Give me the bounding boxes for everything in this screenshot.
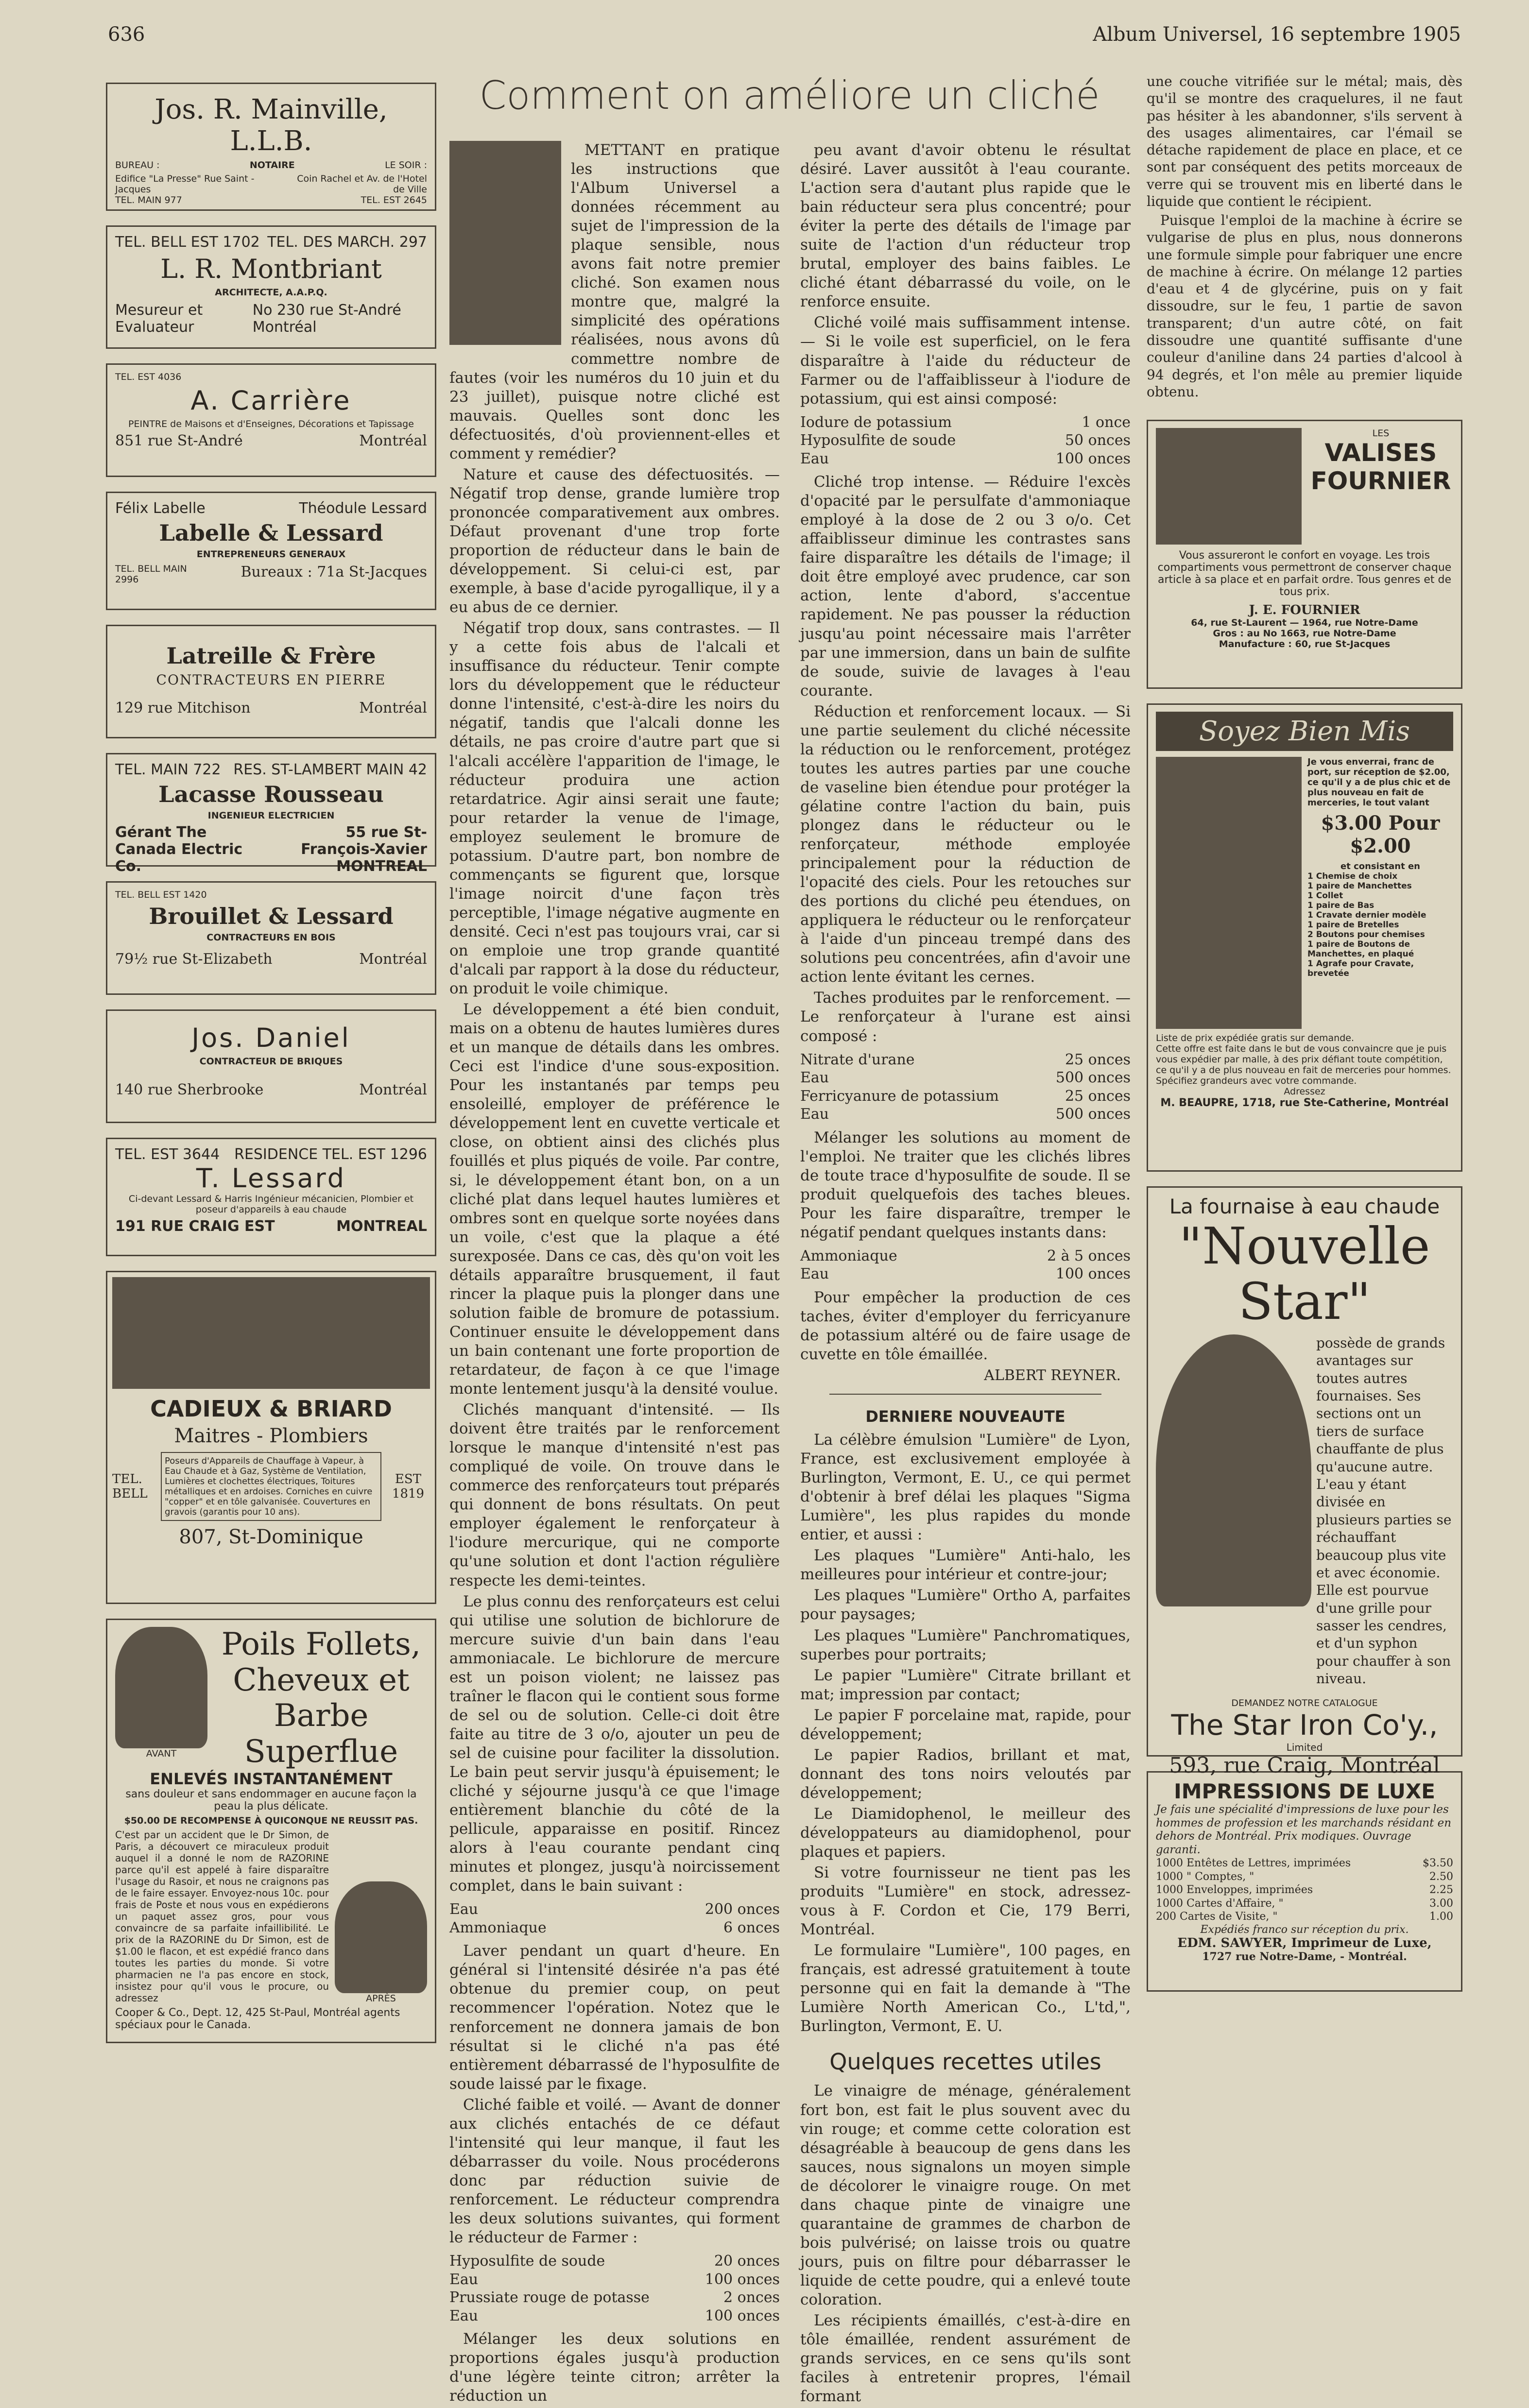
article-paragraph: METTANT en pratique les instructions que l'Album Universel a données récemment au sujet de l'impression de la plaque sensible, nous avons fait notre premier cliché. Son examen nous montre que, malgré la simplicité des opérations réalisées, nous avons dû commettre nombre de fautes (voir les numéros du 10 juin et du 23 juillet), puisque notre cliché est mauvais. Quelles sont donc les défectuosités, d'où proviennent-elles et comment y remédier? [449,141,780,462]
portrait-before [115,1627,207,1748]
ad-person: Félix Labelle [115,500,206,517]
ad-address: M. BEAUPRE, 1718, rue Ste-Catherine, Montréal [1160,1097,1449,1110]
article-column-2 [800,141,1131,2408]
article-paragraph: Cliché faible et voilé. — Avant de donner aux clichés entachés de ce défaut l'intensité qui leur manque, il faut les débarrasser du voile. Nous procéderons donc par réduction suivie de renforcement. Le réducteur comprendra les deux solutions suivantes, qui forment le réducteur de Farmer : [449,2096,780,2247]
ad-title: "Nouvelle Star" [1179,1216,1430,1332]
ad-headline: ENLEVÉS INSTANTANÉMENT [150,1770,393,1789]
caption-before: AVANT [146,1748,177,1759]
article-paragraph: Nature et cause des défectuosités. — Négatif trop dense, grande lumière trop prononcée comparativement aux ombres. Défaut provenant d'une trop forte proportion de réducteur dans le bain de développement. Si celui-ci est, par exemple, à base d'acide pyrogallique, il y a eu abus de ce dernier. [449,465,780,616]
ad-address: 79½ rue St-Elizabeth [115,951,273,968]
article-paragraph: peu avant d'avoir obtenu le résultat désiré. Laver aussitôt à l'eau courante. L'action sera d'autant plus rapide que le bain réducteur sera plus concentré; pour éviter la perte des détails de l'image par suite de l'action d'un réducteur trop brutal, employer des bains faibles. Le cliché étant débarrassé du voile, on le renforce ensuite. [800,141,1131,311]
ad-city: Montréal [359,432,427,449]
ingredient: Nitrate d'urane [800,1051,915,1068]
ad-title: Soyez Bien Mis [1156,712,1453,751]
nouveaute-paragraph: Le papier Radios, brillant et mat, donnant des tons noirs veloutés par développement; [800,1746,1131,1802]
price-row [1156,1910,1453,1924]
ad-address: 191 RUE CRAIG EST [115,1218,275,1235]
ad-name: CADIEUX & BRIARD [150,1396,392,1422]
ad-address: Edifice "La Presse" Rue Saint - Jacques [115,173,255,195]
ingredient: Hyposulfite de soude [449,2253,605,2270]
ingredient: Ammoniaque [800,1247,897,1264]
article-title: Comment on améliore un cliché [479,73,1100,118]
ad-name: Lacasse Rousseau [158,781,384,807]
nouveaute-paragraph: Le Diamidophenol, le meilleur des développateurs au diamidophenol, pour plaques et papiers. [800,1805,1131,1861]
formula-row [800,1087,1131,1106]
ad-description: Poseurs d'Appareils de Chauffage à Vapeur, à Eau Chaude et à Gaz, Système de Ventilation, Lumières et clochettes électriques, Toitures métalliques et en ardoises. Corniches en cuivre "copper" et en tôle galvanisée. Couvertures en gravois (garantis pour 10 ans). [161,1452,381,1521]
ad-label: et consistant en [1340,861,1420,872]
ad-label: BUREAU : [115,160,160,171]
page-number: 636 [108,23,145,46]
furnace-illustration [1156,1334,1311,1606]
ad-note: Expédiés franco sur réception du prix. [1200,1923,1409,1936]
recettes-paragraph: Le vinaigre de ménage, généralement fort bon, est fait le plus souvent avec du vin rouge; et comme cette coloration est désagréable à beaucoup de gens dans les sauces, nous signalons un moyen simple de décolorer le vinaigre rouge. On met dans chaque pinte de vinaigre une quarantaine de grammes de charbon de bois pulvérisé; on laisse trois ou quatre jours, puis on filtre pour débarrasser le liquide de cette poudre, qui a enlevé toute coloration. [800,2082,1131,2308]
ad-soyez-bien-mis [1147,703,1462,1172]
ad-role: Maitres - Plombiers [174,1425,368,1447]
ad-name: Latreille & Frère [166,643,376,669]
quantity: 200 onces [704,1901,780,1918]
ad-address: 129 rue Mitchison [115,700,251,717]
quantity: 100 onces [1055,1265,1131,1283]
ad-role: INGENIEUR ELECTRICIEN [207,810,335,821]
formula-row [800,413,1131,432]
ad-name: The Star Iron Co'y., [1171,1708,1438,1742]
ingredient: Eau [800,1069,829,1087]
formula-row [800,1105,1131,1124]
ad-item: 1 Chemise de choix [1307,871,1398,882]
ingredient: Prussiate rouge de potasse [449,2289,650,2306]
ad-offer: Cette offre est faite dans le but de vous convaincre que je puis vous expédier par malle, à des prix défiant toute compétition, ce qu'il y a de plus nouveau en fait de merceries pour hommes. Spécifiez grandeurs avec votre commande. [1156,1043,1451,1087]
nouveaute-paragraph: Les plaques "Lumière" Anti-halo, les meilleures pour intérieur et contre-jour; [800,1547,1131,1584]
price-value: 1.00 [1429,1911,1453,1923]
formula-row [800,431,1131,450]
ad-tel: EST 1819 [392,1472,425,1501]
ad-tel: TEL. BELL EST 1702 [115,234,260,251]
article-column-1 [449,141,780,2408]
ad-intro: Je vous enverrai, franc de port, sur réception de $2.00, ce qu'il y a de plus chic et de plus nouveau en fait de merceries, le tout valant [1307,757,1451,808]
ad-tel: TEL. MAIN 722 [115,761,221,778]
ad-item: 1 Cravate dernier modèle [1307,910,1426,921]
ad-latreille [106,625,436,738]
caption-after: APRÈS [366,1993,396,2004]
section-title-recettes: Quelques recettes utiles [829,2049,1101,2075]
formula-row [449,2307,780,2325]
ad-daniel [106,1009,436,1123]
ad-address: 1727 rue Notre-Dame, - Montréal. [1202,1950,1407,1963]
ad-name: Jos. Daniel [191,1023,351,1053]
gentleman-illustration [1156,757,1302,1029]
price-item: 1000 Enveloppes, imprimées [1156,1884,1313,1896]
price-row [1156,1857,1453,1870]
ad-name: Labelle & Lessard [159,520,383,546]
ad-intro: Je fais une spécialité d'impressions de luxe pour les hommes de profession et les marchands résidant en dehors de Montréal. Prix modiques. Ouvrage garanti. [1156,1803,1452,1856]
ad-label: Limited [1286,1741,1323,1753]
price-item: 1000 Cartes d'Affaire, " [1156,1897,1284,1910]
ad-description: Vous assureront le confort en voyage. Les trois compartiments vous permettront de conserver chaque article à sa place et en parfait ordre. Tous genres et de tous prix. [1157,549,1452,598]
ad-name: EDM. SAWYER, Imprimeur de Luxe, [1177,1935,1432,1950]
ingredient: Ferricyanure de potassium [800,1087,999,1105]
recettes-paragraph: Puisque l'emploi de la machine à écrire se vulgarise de plus en plus, nous donnerons une formule simple pour fabriquer une encre de machine à écrire. On mélange 12 parties d'eau et 4 de glycérine, puis on y fait dissoudre, sur le feu, 1 partie de savon transparent; d'un autre côté, on fait dissoudre une quantité suffisante d'une couleur d'aniline dans 24 parties d'alcool à 94 degrés, et l'on mêle au premier liquide obtenu. [1147,212,1462,400]
ad-cadieux-briard [106,1271,436,1604]
ad-address: Gros : au No 1663, rue Notre-Dame [1213,628,1396,639]
ad-name: Jos. R. Mainville, L.L.B. [155,94,388,157]
quantity: 100 onces [704,2271,780,2288]
nouveaute-paragraph: Le formulaire "Lumière", 100 pages, en français, est adressé gratuitement à toute personne qui en fait la demande à "The Lumière North American Co., L'td,", Burlington, Vermont, E. U. [800,1942,1131,2035]
ad-address: 55 rue St-François-Xavier MONTREAL [301,824,427,875]
ad-mainville [106,83,436,211]
ad-name: L. R. Montbriant [160,254,382,284]
ad-valises-fournier [1147,420,1462,689]
quantity: 2 à 5 onces [1047,1247,1131,1264]
ad-label: Adressez [1284,1086,1325,1097]
price-value: 3.00 [1429,1897,1453,1910]
price-item: 200 Cartes de Visite, " [1156,1911,1278,1923]
ingredient: Eau [449,2307,479,2324]
publication-header: Album Universel, 16 septembre 1905 [1093,23,1461,46]
ad-address: Manufacture : 60, rue St-Jacques [1219,639,1391,650]
ad-name: T. Lessard [196,1163,346,1194]
formula-row [800,1265,1131,1283]
ad-tel: TEL. EST 3644 [115,1146,220,1163]
ad-name: J. E. FOURNIER [1249,603,1360,618]
price-row [1156,1870,1453,1884]
price-value: 2.25 [1429,1884,1453,1896]
ad-text: Mesureur et Evaluateur [115,302,203,336]
ad-address: 807, St-Dominique [179,1526,363,1548]
ad-address: 140 rue Sherbrooke [115,1081,264,1098]
formula-row [449,2288,780,2307]
price-value: $3.50 [1423,1857,1453,1870]
article-paragraph: Le plus connu des renforçateurs est celui qui utilise une solution de bichlorure de mercure suivie d'un bain dans l'eau ammoniacale. Le bichlorure de mercure est un poison violent; ne laissez pas traîner le flacon qui le contient sous forme de sel ou de solution. Celle-ci doit être faite au titre de 3 o/o, ajouter un peu de sel de cuisine pour faciliter la dissolution. Le bain peut servir jusqu'à épuisement; le cliché y séjourne jusqu'à ce que l'image entièrement blanchie du côté de la pellicule, apparaisse en positif. Rincez alors à l'eau courante pendant cinq minutes et plongez, jusqu'à noircissement complet, dans le bain suivant : [449,1592,780,1895]
ad-role: PEINTRE de Maisons et d'Enseignes, Décorations et Tapissage [128,419,414,429]
ad-address: No 230 rue St-André Montréal [252,302,401,336]
ad-note: Liste de prix expédiée gratis sur demande. [1156,1033,1354,1044]
ads-column-left [106,83,436,2058]
ingredient: Ammoniaque [449,1919,547,1936]
ad-tel: TEL. BELL MAIN 2996 [115,564,187,585]
ad-city: Montréal [359,951,427,968]
ad-address: 851 rue St-André [115,432,243,449]
formula-row [800,450,1131,468]
factory-illustration [112,1277,430,1389]
ad-address: 64, rue St-Laurent — 1964, rue Notre-Dame [1191,617,1418,629]
ad-name: A. Carrière [190,385,352,416]
ad-poils-follets [106,1619,436,2043]
nouveaute-paragraph: Si votre fournisseur ne tient pas les produits "Lumière" en stock, adressez-vous à F. Cordon et Cie, 179 Berri, Montréal. [800,1864,1131,1939]
nouveaute-paragraph: Les plaques "Lumière" Ortho A, parfaites pour paysages; [800,1587,1131,1623]
quantity: 100 onces [1055,450,1131,467]
ad-item: 1 paire de Bretelles [1307,920,1399,930]
ad-description: possède de grands avantages sur toutes autres fournaises. Ses sections ont un tiers de surface chauffante de plus qu'aucune autre. L'eau y étant divisée en plusieurs parties se réchauffant beaucoup plus vite et avec économie. Elle est pourvue d'une grille pour sasser les cendres, et d'un syphon pour chauffer à son niveau. [1316,1334,1452,1687]
ad-address: Bureaux : 71a St-Jacques [241,564,427,581]
article-paragraph: Cliché voilé mais suffisamment intense. — Si le voile est superficiel, on le fera disparaître à l'aide du réducteur de Farmer ou de l'affaiblisseur à l'iodure de potassium, qui est ainsi composé: [800,314,1131,408]
ad-role: ARCHITECTE, A.A.P.Q. [215,287,327,298]
article-paragraph: Taches produites par le renforcement. — Le renforçateur à l'urane est ainsi composé : [800,989,1131,1045]
ad-note: DEMANDEZ NOTRE CATALOGUE [1231,1697,1378,1708]
portrait-after [335,1881,427,1993]
article-paragraph: Mélanger les solutions au moment de l'emploi. Ne traiter que les clichés libres de toute trace d'hyposulfite de soude. Il se produit quelquefois des taches bleues. Pour les faire disparaître, tremper le négatif pendant quelques instants dans: [800,1128,1131,1241]
ad-role: Ci-devant Lessard & Harris Ingénieur mécanicien, Plombier et poseur d'appareils à eau chaude [128,1194,414,1215]
ad-body: C'est par un accident que le Dr Simon, de Paris, a découvert ce miraculeux produit auquel il a donné le nom de RAZORINE parce qu'il est appelé à faire disparaître l'usage du Rasoir, et nous ne craignons pas de le faire essayer. Envoyez-nous 10c. pour frais de Poste et nous vous en expédierons un paquet assez gros, pour vous convaincre de sa parfaite infaillibilité. Le prix de la RAZORINE du Dr Simon, est de $1.00 le flacon, et est expédié franco dans toutes les parties du monde. Si votre pharmacien ne l'a pas encore en stock, insistez pour qu'il vous le procure, ou adressez [115,1829,329,2004]
quantity: 25 onces [1065,1051,1131,1068]
article [449,73,1131,2406]
section-title-nouveaute: DERNIERE NOUVEAUTE [865,1407,1065,1426]
trunk-illustration [1156,428,1302,545]
ad-price: $3.00 Pour $2.00 [1321,812,1440,858]
ad-tel: RESIDENCE TEL. EST 1296 [234,1146,427,1163]
ad-item: 2 Boutons pour chemises [1307,930,1425,940]
article-paragraph: Mélanger les deux solutions en proportions égales jusqu'à production d'une légère teinte citron; arrêter la réduction un [449,2330,780,2405]
ad-item: 1 paire de Manchettes [1307,881,1412,891]
quantity: 500 onces [1055,1106,1131,1123]
formula-row [449,2271,780,2289]
ad-text: Gérant The Canada Electric Co. [115,824,243,875]
ad-tel: TEL. BELL [112,1472,148,1501]
formula-row [800,1247,1131,1265]
nouveaute-paragraph: La célèbre émulsion "Lumière" de Lyon, France, est exclusivement employée à Burlington, Vermont, E. U., ce qui permet d'obtenir à bref délai les plaques "Sigma Lumière", les plus rapides du monde entier, et aussi : [800,1431,1131,1544]
ad-item: 1 Agrafe pour Cravate, brevetée [1307,959,1414,979]
ingredient: Eau [800,450,829,467]
price-item: 1000 Entêtes de Lettres, imprimées [1156,1857,1351,1870]
ad-person: Théodule Lessard [299,500,427,517]
ingredient: Iodure de potassium [800,413,952,431]
ad-labelle [106,492,436,610]
ad-address: Coin Rachel et Av. de l'Hotel de Ville [297,173,427,195]
ad-address: 593, rue Craig, Montréal [1169,1753,1440,1778]
recettes-paragraph: Les récipients émaillés, c'est-à-dire en tôle émaillée, rendent assurément de grands services, en ce sens qu'ils sont faciles à entretenir propres, l'émail formant [800,2312,1131,2406]
article-paragraph: Négatif trop doux, sans contrastes. — Il y a cette fois abus de l'alcali et insuffisance du réducteur. Tenir compte lors du développement que le réducteur donne l'intensité, c'est-à-dire les noirs du négatif, tandis que l'alcali donne les détails, ne pas croire d'autre part que si l'alcali accélère l'apparition de l'image, le réducteur produira une action retardatrice. Agir ainsi serait une faute; pour retarder la venue de l'image, employez seulement le bromure de potassium. D'autre part, bon nombre de commençants se figurent que, lorsque l'image noircit d'une façon très perceptible, l'image négative augmente en densité. Ceci n'est pas toujours vrai, car si on emploie une trop grande quantité d'alcali par rapport à la dose du réducteur, on produit le voile chimique. [449,619,780,998]
ad-lacasse [106,753,436,875]
price-row [1156,1883,1453,1897]
ad-role: NOTAIRE [249,160,295,171]
article-paragraph: Réduction et renforcement locaux. — Si une partie seulement du cliché nécessite la réduction ou le renforcement, protégez toutes les autres parties par une couche de vaseline bien étendue pour protéger la gélatine contre l'action du bain, puis plongez dans le réducteur ou le renforçateur, méthode employée principalement pour la réduction de l'opacité des ciels. Pour les retouches sur des portions du cliché peu étendues, on appliquera le réducteur ou le renforçateur à l'aide d'un pinceau trempé dans des solutions peu concentrées, afin d'avoir une action lente évitant les cernes. [800,702,1131,986]
ad-tel: RES. ST-LAMBERT MAIN 42 [233,761,427,778]
ad-label: LE SOIR : [385,160,427,171]
ad-lessard [106,1138,436,1256]
ingredient: Hyposulfite de soude [800,432,956,449]
nouveaute-paragraph: Le papier "Lumière" Citrate brillant et mat; impression par contact; [800,1666,1131,1703]
article-paragraph: Laver pendant un quart d'heure. En général si l'intensité désirée n'a pas été obtenue du premier coup, on peut recommencer l'opération. Notez que le renforcement ne donnera jamais de bon résultat si le cliché n'a pas été entièrement débarrassé de l'hyposulfite de soude laissé par le fixage. [449,1942,780,2093]
ingredient: Eau [449,2271,479,2288]
ad-city: Montréal [359,1081,427,1098]
quantity: 1 once [1082,413,1131,431]
ad-item: 1 Collet [1307,891,1343,901]
price-item: 1000 " Comptes, " [1156,1870,1254,1883]
ad-reward: $50.00 DE RECOMPENSE À QUICONQUE NE REUSSIT PAS. [124,1815,418,1827]
ad-city: Montréal [359,700,427,717]
nouveaute-paragraph: Le papier F porcelaine mat, rapide, pour développement; [800,1706,1131,1743]
price-row [1156,1897,1453,1911]
photographer-photo [449,141,561,345]
article-signature: ALBERT REYNER. [984,1367,1121,1384]
nouveaute-paragraph: Les plaques "Lumière" Panchromatiques, superbes pour portraits; [800,1626,1131,1663]
ad-address: Cooper & Co., Dept. 12, 425 St-Paul, Montréal agents spéciaux pour le Canada. [115,2007,400,2032]
ad-subheadline: sans douleur et sans endommager en aucune façon la peau la plus délicate. [125,1788,417,1813]
ad-tel: TEL. EST 4036 [115,372,182,382]
ad-montbriant [106,225,436,349]
formula-row [800,1051,1131,1069]
quantity: 500 onces [1055,1069,1131,1087]
right-column [1147,73,1462,2006]
ingredient: Eau [800,1265,829,1283]
ad-title: VALISES FOURNIER [1310,439,1451,495]
price-value: 2.50 [1429,1870,1453,1883]
article-paragraph: Le développement a été bien conduit, mais on a obtenu de hautes lumières dures et un manque de détails dans les ombres. Ceci est l'indice d'une sous-exposition. Pour les instantanés par temps peu ensoleillé, employer de préférence le développement lent en cuvette verticale et close, on obtient ainsi des clichés plus fouillés et plus piqués de voile. Par contre, si, le développement étant bon, on a un cliché plat dans lequel hautes lumières et ombres sont en quelque sorte noyées dans un voile, c'est que la plaque a été surexposée. Dans ce cas, dès qu'on voit les détails apparaître brusquement, il faut rincer la plaque puis la plonger dans une solution faible de bromure de potassium. Continuer ensuite le développement dans un bain contenant une forte proportion de retardateur, de façon à ce que l'image monte lentement jusqu'à la densité voulue. [449,1001,780,1398]
quantity: 2 onces [723,2289,780,2306]
ad-title: IMPRESSIONS DE LUXE [1174,1779,1435,1804]
ad-tel: TEL. BELL EST 1420 [115,889,207,900]
quantity: 20 onces [714,2253,780,2270]
formula-row [449,1919,780,1937]
ad-title: Poils Follets, Cheveux et Barbe Superflue [221,1626,421,1770]
ad-subtitle: La fournaise à eau chaude [1169,1195,1440,1219]
ad-tel: TEL. DES MARCH. 297 [267,234,427,251]
quantity: 100 onces [704,2307,780,2324]
ad-city: MONTREAL [336,1218,427,1235]
ingredient: Eau [449,1901,479,1918]
ad-item: 1 paire de Boutons de Manchettes, en plaqué [1307,939,1414,959]
article-paragraph: Pour empêcher la production de ces taches, éviter d'employer du ferricyanure de potassium altéré ou de faire usage de cuvette en tôle émaillée. [800,1288,1131,1363]
article-paragraph: Clichés manquant d'intensité. — Ils doivent être traités par le renforcement lorsque le manque d'intensité n'est pas compliqué de voile. On trouve dans le commerce des renforçateurs tout préparés qui donnent de bons résultats. On peut employer également le renforçateur à l'iodure mercurique, qui ne comporte qu'une solution et dont l'action régulière respecte les demi-teintes. [449,1401,780,1589]
formula-row [800,1069,1131,1087]
ad-nouvelle-star [1147,1186,1462,1778]
ad-tel: TEL. EST 2645 [361,195,427,205]
ad-brouillet [106,881,436,995]
ad-role: CONTRACTEUR DE BRIQUES [199,1056,343,1067]
ad-role: ENTREPRENEURS GENERAUX [196,549,346,560]
ad-impressions-de-luxe [1147,1771,1462,1992]
ad-carriere [106,363,436,477]
formula-row [449,2252,780,2271]
quantity: 6 onces [723,1919,780,1936]
quantity: 25 onces [1065,1087,1131,1105]
ad-label: LES [1372,428,1390,439]
ad-item: 1 paire de Bas [1307,901,1374,911]
ad-name: Brouillet & Lessard [149,903,394,929]
ad-role: CONTRACTEURS EN BOIS [206,932,336,943]
quantity: 50 onces [1065,432,1131,449]
ad-role: CONTRACTEURS EN PIERRE [156,672,386,688]
ingredient: Eau [800,1106,829,1123]
formula-row [449,1900,780,1919]
recettes-paragraph: une couche vitrifiée sur le métal; mais, dès qu'il se montre des craquelures, il ne faut pas hésiter à les abandonner, s'ils servent à des usages alimentaires, car l'émail se détache rapidement de place en place, et ce sont par conséquent des petits morceaux de verre qui se trouvent mis en liberté dans le liquide que contient le récipient. [1147,73,1462,209]
ad-tel: TEL. MAIN 977 [115,195,182,205]
article-paragraph: Cliché trop intense. — Réduire l'excès d'opacité par le persulfate d'ammoniaque employé à la dose de 2 ou 3 o/o. Cet affaiblisseur diminue les contrastes sans faire disparaître les détails de l'image; il doit être employé avec prudence, car son action, lente d'abord, s'accentue rapidement. Ne pas pousser la réduction jusqu'au point nécessaire mais l'arrêter par une immersion, dans un bain de sulfite de soude, suivie de lavages à l'eau courante. [800,473,1131,700]
